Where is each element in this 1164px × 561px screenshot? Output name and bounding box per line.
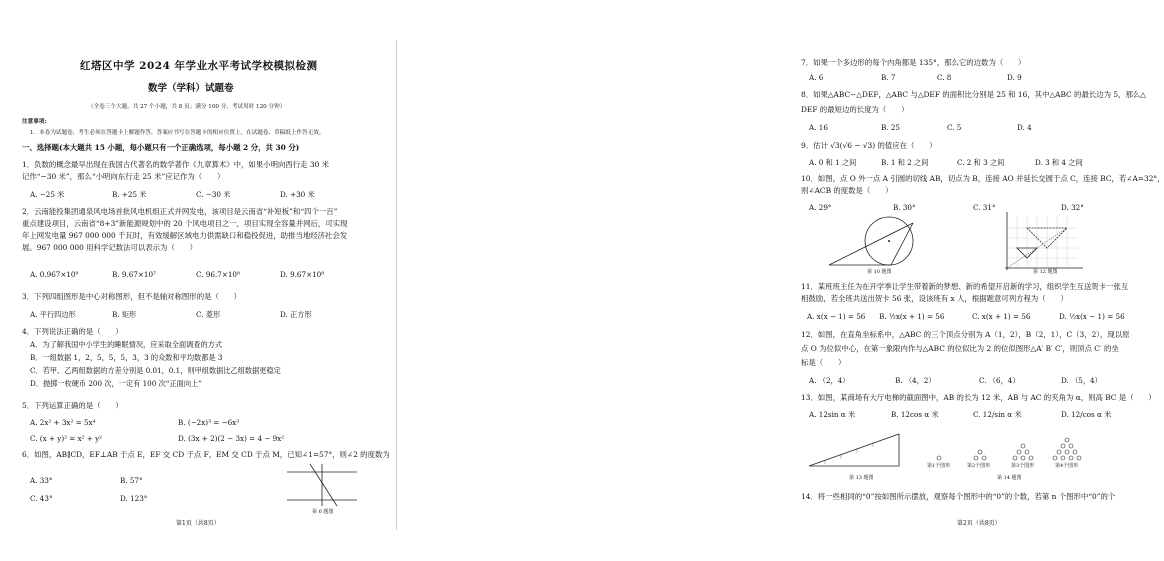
exam-title: 红塔区中学 2024 年学业水平考试学校模拟检测 [80, 60, 318, 72]
notice-line: 1．本卷为试题卷，考生必须在答题卡上解题作答，答案应书写在答题卡的相应位置上，在试题卷、草稿纸上作答无效。 [30, 130, 325, 136]
q13-option-a: A. 12sin α 米 [809, 410, 856, 419]
q10-option-c: C. 31° [973, 203, 996, 212]
q12-option-d: D. （5，4） [1061, 376, 1102, 385]
q10-option-d: D. 32° [1061, 203, 1084, 212]
q10-option-b: B. 30° [893, 203, 916, 212]
exam-info: （全卷三个大题，共 27 个小题，共 8 页；满分 100 分，考试用时 120 分钟） [88, 104, 286, 110]
q11-option-a: A. x(x − 1) = 56 [807, 312, 866, 321]
q9-option-a: A. 0 和 1 之间 [809, 158, 857, 167]
q1-option-a: A. −25 米 [30, 190, 65, 199]
q10-line-1: 10．如图，点 O 外一点 A 引圆的切线 AB，切点为 B，连接 AO 并延长交圆于点 C，连接 BC，若∠A=32°， [801, 174, 1164, 183]
q9-option-b: B. 1 和 2 之间 [881, 158, 929, 167]
notice-heading: 注意事项: [22, 119, 47, 125]
q5-option-d: D. (3x + 2)(2 − 3x) = 4 − 9x² [178, 434, 285, 443]
q13-option-d: D. 12/cos α 米 [1061, 410, 1112, 419]
q11-line-2: 相鼓励，若全班共送出贺卡 56 张，设该班有 x 人，根据题意可列方程为（ ） [801, 294, 1068, 303]
q4-option-d: D．抛掷一枚硬币 200 次，一定有 100 次“正面向上” [30, 379, 202, 388]
q6-option-c: C. 43° [30, 494, 53, 503]
q12-line-2: 点 O 为位似中心，在第一象限内作与△ABC 的位似比为 2 的位似图形△A′ B′ C′，则顶点 C′ 的坐 [801, 344, 1119, 353]
figure-12 [997, 210, 1087, 272]
fig12-grid [1007, 216, 1077, 268]
q6-option-d: D. 123° [120, 494, 148, 503]
q2-option-c: C. 96.7×10⁸ [196, 270, 240, 279]
figure-14-caption: 第 14 题图 [997, 475, 1022, 481]
q10-option-a: A. 29° [809, 203, 832, 212]
q12-option-b: B. （4，2） [895, 376, 936, 385]
fig14-pattern-2 [974, 450, 986, 460]
q12-option-a: A. （2，4） [809, 376, 850, 385]
q3-option-d: D. 正方形 [280, 310, 312, 319]
q9-option-c: C. 2 和 3 之间 [957, 158, 1005, 167]
q3-stem: 3．下列四组图形是中心对称图形，但不是轴对称图形的是（ ） [22, 292, 242, 301]
q4-option-a: A．为了解我国中小学生的睡眠情况，应采取全面调查的方式 [30, 340, 223, 349]
q2-option-a: A. 0.967×10⁹ [30, 270, 79, 279]
fig13-escalator-steps [825, 442, 873, 464]
q7-option-c: C. 8 [937, 73, 952, 82]
q7-option-d: D. 9 [1007, 73, 1022, 82]
figure-13 [805, 428, 905, 470]
page-footer-left: 第1页（共8页） [176, 520, 220, 527]
q2-line-4: 展。967 000 000 用科学记数法可以表示为（ ） [22, 243, 198, 252]
q2-option-b: B. 9.67×10⁷ [112, 270, 156, 279]
page-footer-right: 第2页（共8页） [957, 520, 1001, 527]
figure-6 [282, 462, 362, 512]
q4-option-c: C．若甲、乙两组数据的方差分别是 0.01，0.1，则甲组数据比乙组数据更稳定 [30, 366, 281, 375]
fig10-center-o [888, 240, 890, 242]
fig14-pattern-3 [1013, 444, 1033, 460]
q1-option-d: D. +30 米 [280, 190, 315, 199]
q8-option-d: D. 4 [1017, 123, 1032, 132]
q9-option-d: D. 3 和 4 之间 [1035, 158, 1083, 167]
q8-line-2: DEF 的最短边的长度为（ ） [801, 105, 909, 114]
q3-option-a: A. 平行四边形 [30, 310, 76, 319]
q11-option-c: C. x(x + 1) = 56 [972, 312, 1031, 321]
fig14-label-1: 第1个图形 [927, 463, 951, 469]
q9-stem: 9．估计 √3(√6 − √3) 的值应在（ ） [801, 141, 937, 150]
figure-12-caption: 第 12 题图 [1033, 269, 1058, 275]
q2-line-2: 重点建设项目，云南省“8+3”新能源规划中的 20 个风电项目之一，项目实现全容量并网后，可实现 [22, 219, 348, 228]
fig14-label-4: 第4个图形 [1055, 463, 1079, 469]
q10-line-2: 则∠ACB 的度数是（ ） [801, 186, 893, 195]
figure-6-caption: 第 6 题图 [312, 509, 334, 515]
q12-option-c: C. （6，4） [979, 376, 1020, 385]
q4-stem: 4．下列说法正确的是（ ） [22, 327, 123, 336]
fig14-pattern-1 [937, 456, 941, 460]
figure-10-caption: 第 10 题图 [867, 269, 892, 275]
fig14-label-3: 第3个图形 [1011, 463, 1035, 469]
q14-stem: 14．将一些相同的“0”按如图所示摆放，观察每个图形中的“0”的个数，若第 n 个图形中“0”的个 [801, 492, 1116, 501]
q2-line-1: 2．云南能投集团通泉风电场首批风电机组正式并网发电，该项目是云南省“补短板”和“四个一百” [22, 207, 338, 216]
q6-option-a: A. 33° [30, 476, 53, 485]
q4-option-b: B．一组数据 1，2，5，5，5，3，3 的众数和平均数都是 3 [30, 353, 223, 362]
q1-line-1: 1．负数的概念最早出现在我国古代著名的数学著作《九章算术》中，如果小明向西行走 30 米 [22, 160, 330, 169]
fig13-triangle [809, 434, 899, 466]
figure-13-caption: 第 13 题图 [849, 475, 874, 481]
q8-option-b: B. 25 [881, 123, 900, 132]
figure-10 [827, 213, 937, 271]
fig14-label-2: 第2个图形 [967, 463, 991, 469]
exam-subtitle: 数学（学科）试题卷 [148, 83, 234, 94]
page-right [397, 0, 1164, 561]
q13-option-b: B. 12cos α 米 [891, 410, 939, 419]
q13-option-c: C. 12/sin α 米 [973, 410, 1022, 419]
q6-stem: 6．如图，AB∥CD，EF⊥AB 于点 E，EF 交 CD 于点 F，EM 交 CD 于点 M，已知∠1=57°，则∠2 的度数为 [22, 450, 390, 459]
q7-option-b: B. 7 [881, 73, 896, 82]
q1-option-c: C. −30 米 [196, 190, 231, 199]
q11-option-d: D. ½x(x − 1) = 56 [1059, 312, 1125, 321]
q8-line-1: 8．如果△ABC∽△DEF，△ABC 与△DEF 的面积比分别是 25 和 16，其中△ABC 的最长边为 5，那么△ [801, 90, 1146, 99]
page-left [0, 0, 397, 561]
q7-stem: 7．如果一个多边形的每个内角都是 135°，那么它的边数为（ ） [801, 58, 1026, 67]
q2-line-3: 年上网发电量 967 000 000 千瓦时，有效缓解区域电力供需缺口和稳投促进，助推当地经济社会发 [22, 231, 348, 240]
q3-option-c: C. 菱形 [196, 310, 221, 319]
q8-option-c: C. 5 [947, 123, 962, 132]
q2-option-d: D. 9.67×10⁸ [280, 270, 325, 279]
q5-option-a: A. 2x² + 3x² = 5x⁴ [30, 418, 96, 427]
q12-line-3: 标是（ ） [801, 358, 846, 367]
q13-stem: 13．如图，某商场有大厅电梯的截面图中，AB 的长为 12 米，AB 与 AC 的夹角为 α，则高 BC 是（ ） [801, 393, 1156, 402]
fig10-line-ac [829, 223, 913, 265]
q8-option-a: A. 16 [809, 123, 828, 132]
q5-option-b: B. (−2x)³ = −6x³ [178, 418, 240, 427]
q1-option-b: B. +25 米 [112, 190, 147, 199]
q12-line-1: 12．如图，在直角坐标系中，△ABC 的三个顶点分别为 A（1，2），B（2，1），C（3，2），现以原 [801, 330, 1130, 339]
fig10-line-bc [891, 223, 913, 265]
q7-option-a: A. 6 [809, 73, 824, 82]
q6-option-b: B. 57° [120, 476, 143, 485]
q5-option-c: C. (x + y)² = x² + y² [30, 434, 103, 443]
q11-option-b: B. ½x(x + 1) = 56 [879, 312, 945, 321]
q11-line-1: 11．某班班主任为在开学季让学生带着新的梦想、新的希望开启新的学习，组织学生互送贺卡一张互 [801, 282, 1129, 291]
q1-line-2: 记作“−30 米”，那么“小明向东行走 25 米”应记作为（ ） [22, 172, 225, 181]
q5-stem: 5．下列运算正确的是（ ） [22, 401, 123, 410]
section-1-heading: 一、选择题(本大题共 15 小题，每小题只有一个正确选项，每小题 2 分，共 30 分) [22, 143, 300, 152]
q3-option-b: B. 矩形 [112, 310, 137, 319]
fig14-pattern-4 [1053, 438, 1081, 460]
